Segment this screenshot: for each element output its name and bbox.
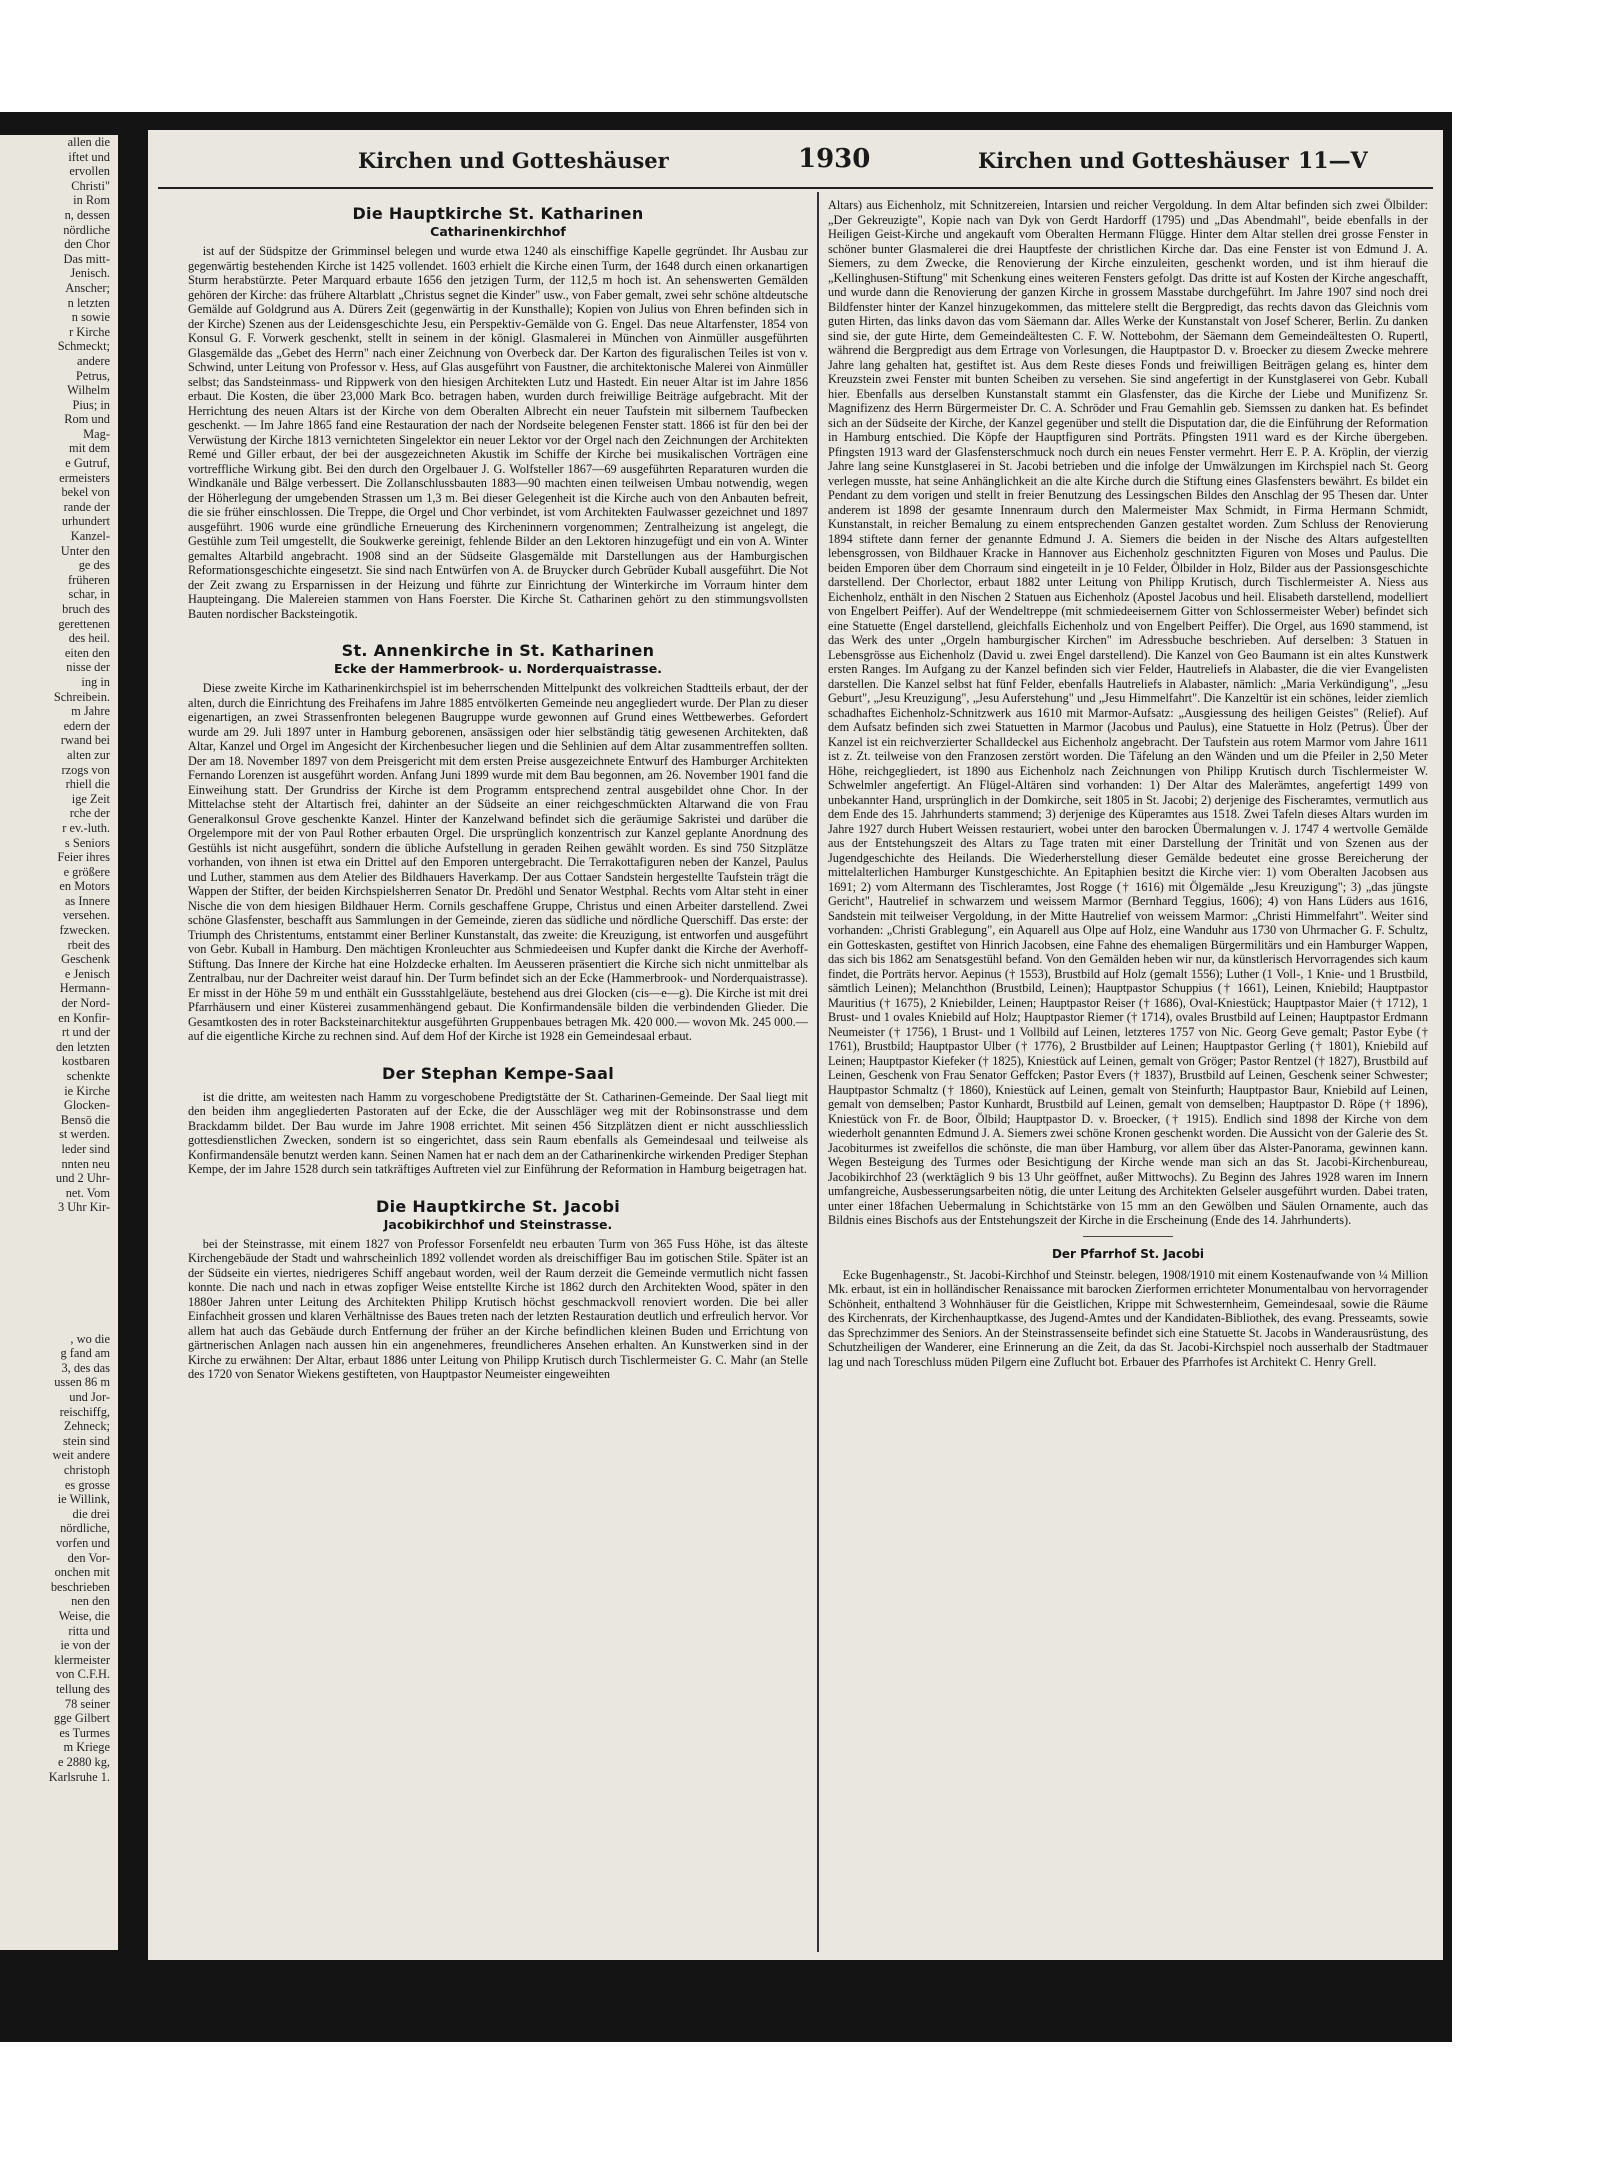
fragment-line: Zehneck; [63, 1419, 110, 1434]
fragment-line: gerettenen [58, 616, 110, 631]
fragment-line: edern der [63, 718, 110, 733]
fragment-line: den Vor- [67, 1550, 110, 1565]
fragment-line: Bensō die [60, 1112, 110, 1127]
fragment-line: den Chor [64, 237, 110, 252]
fragment-line [0, 1215, 118, 1230]
running-head [148, 144, 1443, 182]
fragment-line: m Kriege [63, 1740, 110, 1755]
fragment-line: Pius; in [72, 397, 110, 412]
fragment-line: Mag- [83, 426, 110, 441]
fragment-line: rwand bei [60, 733, 110, 748]
fragment-line: e größere [63, 864, 110, 879]
section-paragraph: ist auf der Südspitze der Grimminsel belegen und wurde etwa 1240 als einschiffige Kapelle gegründet. Ihr Ausbau zur gegenwärtig bestehenden Kirche ist 1425 vollendet. 1603 erhielt die Kirche einen Turm, der 1648 durch einen orkanartigen Sturm herabstürzte. Peter Marquard erbaute 1656 den jetzigen Turm, der 112,5 m hoch ist. An sehenswerten Gemälden gehören der Kirche: das frühere Altarblatt „Christus segnet die Kinder" usw., von Faber gemalt, zwei sehr schöne altdeutsche Gemälde auf Goldgrund aus A. Dürers Zeit (gegenwärtig in der Kunsthalle); Kopien von Julius von Ehren befinden sich in der Kirche) Szenen aus der Leidensgeschichte Jesu, ein Perspektiv-Gemälde von G. Engel. Das neue Altarfenster, 1854 von Konsul G. F. Vorwerk geschenkt, stellt in seinem in der königl. Glasmalerei in München von Ainmüller ausgeführten Glasgemälde das „Gebet des Herrn" nach einer Zeichnung von Overbeck dar. Der Karton des figuralischen Teiles ist von v. Schwind, unter Leitung von Professor v. Hess, auf Glas ausgeführt von Faustner, die architektonische Malerei von Ainmüller selbst; das Sandsteinmass- und Rippwerk von den hiesigen Architekten Lutz und Hastedt. Ein neuer Altar ist im Jahre 1856 erbaut. Die Kosten, die über 23,000 Mark Bco. betragen haben, wurden durch freiwillige Beiträge aufgebracht. Mit der Herrichtung des neuen Altars ist der Kirche von dem Oberalten Albrecht ein neuer Taufstein mit silbernem Taufbecken geschenkt. — Im Jahre 1865 fand eine Restauration der nach der Nordseite belegenen Fenster statt. 1866 ist für den bei der Verwüstung der Kirche 1813 vernichteten Singelektor ein neuer Lektor vor der Orgel nach den Zeichnungen der Architekten Remé und Giller erbaut, der bei der ausgezeichneten Akustik im Schiffe der Kirche bei musikalischen Vorträgen eine vortreffliche Wirkung gibt. Bei den durch den Orgelbauer J. G. Wolfsteller 1867—69 ausgeführten Reparaturen wurden die Windkanäle und Bälge verbessert. Die Zollanschlussbauten 1883—90 machten einen teilweisen Umbau notwendig, wegen der Höherlegung der umgebenden Strassen um 1,3 m. Bei dieser Gelegenheit ist die Kirche auch von den Anbauten befreit, die sie früher einschlossen. Die Treppe, die Orgel und Chor verbindet, ist vom Architekten Faulwasser gezeichnet und 1897 ausgeführt. 1906 wurde eine gründliche Erneuerung des Kircheninnern vorgenommen; Zentralheizung ist angelegt, die Gestühle zum Teil umgestellt, die Soukwerke gereinigt, fehlende Bilder an den Lektoren hinzugefügt und ein von A. Winter gemaltes Altarbild angebracht. 1908 sind an der Südseite Glasgemälde mit Darstellungen aus der Hamburgischen Reformationsgeschichte eingesetzt. Sie sind nach Entwürfen von A. de Bruycker durch Gebrüder Kuball ausgeführt. Die Not der Zeit zwang zu Ersparnissen in der Heizung und führte zur Einrichtung der Winterkirche im Vorraum hinter dem Haupteingang. Die Malereien stammen von Hans Foerster. Die Kirche St. Catharinen gehört zu den stimmungsvollsten Bauten nordischer Backsteingotik. [188, 244, 808, 621]
page-margin-bottom [0, 2042, 1600, 2177]
fragment-line: schar, in [68, 587, 110, 602]
fragment-line: ige Zeit [71, 791, 110, 806]
fragment-line: m Jahre [71, 704, 110, 719]
fragment-line: und 2 Uhr- [55, 1171, 110, 1186]
fragment-line: mit dem [69, 441, 110, 456]
fragment-line: Jenisch. [70, 266, 110, 281]
fragment-line: eiten den [64, 645, 110, 660]
fragment-line: ge des [78, 558, 110, 573]
fragment-line [0, 1317, 118, 1332]
fragment-line [0, 1230, 118, 1245]
fragment-line: Hermann- [59, 981, 110, 996]
fragment-line: nisse der [66, 660, 110, 675]
fragment-line: n, dessen [64, 207, 110, 222]
fragment-line: Schmeckt; [57, 339, 110, 354]
section-subtitle: Ecke der Hammerbrook- u. Norderquaistrasse. [334, 661, 662, 676]
fragment-line: gge Gilbert [53, 1711, 110, 1726]
fragment-line: rzogs von [61, 762, 110, 777]
header-left-title: Kirchen und Gotteshäuser [358, 148, 669, 173]
fragment-line: Unter den [60, 543, 110, 558]
fragment-line: Rom und [64, 412, 110, 427]
adjacent-page-fragment [0, 135, 118, 1950]
section-st-jacobi [188, 1197, 808, 1382]
left-column [188, 198, 808, 1954]
section-st-katharinen [188, 204, 808, 621]
fragment-line: ie von der [60, 1638, 110, 1653]
fragment-line: as Innere [64, 893, 110, 908]
fragment-line: versehen. [62, 908, 110, 923]
fragment-line: stein sind [62, 1433, 110, 1448]
fragment-line: Glocken- [63, 1098, 110, 1113]
fragment-line: leder sind [61, 1141, 110, 1156]
fragment-line: n sowie [71, 310, 110, 325]
fragment-line: s Seniors [64, 835, 110, 850]
fragment-line: rande der [63, 499, 110, 514]
fragment-line: en Motors [59, 879, 110, 894]
fragment-line: fzwecken. [59, 923, 110, 938]
fragment-line: Wilhelm [67, 383, 110, 398]
fragment-line: urhundert [61, 514, 110, 529]
fragment-line: bekel von [61, 485, 110, 500]
section-subtitle: Catharinenkirchhof [430, 224, 566, 239]
fragment-line: reischiffg, [59, 1404, 110, 1419]
fragment-line: rt und der [61, 1025, 110, 1040]
section-subtitle: Jacobikirchhof und Steinstrasse. [383, 1216, 613, 1232]
fragment-line: früheren [68, 572, 110, 587]
fragment-line: e Gutruf, [65, 456, 110, 471]
fragment-line: bruch des [62, 602, 110, 616]
section-paragraph: bei der Steinstrasse, mit einem 1827 von Professor Forsenfeldt neu erbauten Turm von 365 Fuss Höhe, ist das älteste Kirchengebäude der Stadt und wahrscheinlich 1892 vollendet worden als dreischiffiger Bau im gotischen Stile. Später ist an der Südseite ein viertes, niedrigeres Schiff angebaut worden, weil der Raum derzeit die Gemeinde vermutlich nicht fassen konnte. Die nach und nach in etwas zopfiger Weise entstellte Kirche ist 1862 durch den Architekten Wood, später in den 1880er Jahren unter Leitung des Architekten Philipp Krutisch höchst geschmackvoll renoviert worden. Die bei aller Einfachheit grossen und klaren Verhältnisse des Baues treten nach der letzten Restauration deutlich und erfreulich hervor. Vor allem hat auch das Gebäude durch Entfernung der früher an der Kirche befindlichen kleinen Buden und Errichtung von gärtnerischen Anlagen nach aussen hin ein angenehmeres, freundlicheres Ansehen erhalten. An Kunstwerken sind in der Kirche zu erwähnen: Der Altar, erbaut 1886 unter Leitung von Philipp Krutisch durch Tischlermeister G. C. Mahr (an Stelle des 1720 von Senator Wiekens gestifteten, von Hauptpastor Neumeister eingeweihten [188, 1236, 808, 1381]
fragment-line: der Nord- [61, 996, 110, 1011]
fragment-line: christoph [63, 1463, 110, 1478]
section-title: Die Hauptkirche St. Jacobi [376, 1196, 620, 1216]
right-column [828, 198, 1428, 1954]
section-paragraph: Altars) aus Eichenholz, mit Schnitzereien, Intarsien und reicher Vergoldung. In dem Altar befinden sich zwei Ölbilder: „Der Gekreuzigte", Kopie nach van Dyk von Gerdt Hardorff (1795) und „Das Abendmahl", beide ebenfalls in der Heiligen Geist-Kirche und angekauft vom Oberalten Hermann Flügge. Hinter dem Altar stellen drei grosse Fenster in schöner bunter Glasmalerei die drei Hauptfeste der christlichen Kirche dar. Das eine Fenster ist von Edmund J. A. Siemers, zu dem Zwecke, die Renovierung der Kirche einzuleiten, geschenkt worden, und ist ihm hierauf die „Kellinghusen-Stiftung" mit Schenkung eines weiteren Fensters gefolgt. Das dritte ist auf Kosten der Kirche angeschafft, und wurde dann die Renovierung der ganzen Kirche in grossem Masstabe durchgeführt. Im Jahre 1907 sind noch drei Bildfenster hinter der Kanzel hinzugekommen, das mittelere stellt die Bergpredigt, das rechts davon das Gleichnis vom guten Hirten, das links davon das vom Säemann dar. Alles Werke der Kunstanstalt von Josef Scherer, Berlin. Zu danken sind sie, der gute Hirte, dem Gemeindeältesten C. F. W. Nottebohm, der Säemann dem Gemeindeältesten O. Rupertl, während die Bergpredigt aus dem Ertrage von Vorlesungen, die Hauptpastor D. v. Broecker zu diesem Zwecke mehrere Jahre lang gehalten hat, gestiftet ist. Aus dem Reste dieses Fonds und freiwilligen Beiträgen gelang es, hinter dem Kreuzstein zwei Fenster mit bunten Scheiben zu versehen. Sie sind angefertigt in der Kunstglaserei von Gebr. Kuball hier. Ebenfalls aus derselben Kunstanstalt stammt ein Glasfenster, das die Kirche der Liebe und Munifizenz Sr. Magnifizenz des Herrn Bürgermeister Dr. C. A. Schröder und Frau Gemahlin geb. Siemssen zu danken hat. Es befindet sich an der Südseite der Kirche, der Kanzel gegenüber und stellt die Disputation dar, die die Einführung der Reformation in Hamburg entschied. Die Köpfe der Hauptfiguren sind Porträts. Pfingsten 1911 ward es der Kirche übergeben. Pfingsten 1913 ward der Glasfensterschmuck noch durch ein neues Fenster vermehrt. Herr E. P. A. Kröplin, der vierzig Jahre lang seine Kunstglaserei in St. Jacobi betrieben und die infolge der Umwälzungen im Kirchspiel nach St. Georg verlegen musste, hat seine Anhänglichkeit an die alte Kirche durch die Stiftung eines Glasfensters bewährt. Es bildet ein Pendant zu dem vorigen und stellt in freier Benutzung des Lessingschen Bildes den Anschlag der 95 Thesen dar. Unter anderem ist 1898 der gesamte Innenraum durch den Malermeister Max Schmidt, in Firma Hermann Schmidt, Kunstanstalt, in reicher Bemalung zu einem entsprechenden Ganzen gestaltet worden. Zum Schluss der Renovierung 1894 stiftete dann ferner der genannte Edmund J. A. Siemers die beiden in der Nische des Altars aufgestellten lebensgrossen, von Bildhauer Kracke in Hannover aus Eichenholz geschnitzten Figuren von Moses und Paulus. Die beiden Emporen über dem Chorraum sind eingeteilt in je 10 Felder, Ölbilder in Holz, Bilder aus der Passionsgeschichte darstellend. Der Chorlector, erbaut 1882 unter Leitung von Philipp Krutisch, durch Tischlermeister A. Niess aus Eichenholz, enthält in den Nischen 2 Statuen aus Eichenholz (Apostel Jacobus und heil. Elisabeth darstellend, modelliert von Engelbert Peiffer). Auf der Wendeltreppe (mit schmiedeeisernem Gitter von Schlossermeister Weber) befindet sich eine Statuette (Engel darstellend, gleichfalls Eichenholz und von Engelbert Peiffer). Die Orgel, aus 1690 stammend, ist das Werk des unter „Orgeln hamburgischer Kirchen" im Adressbuche beschrieben. Auf derselben: 3 Statuen in Lebensgrösse aus Eichenholz (David u. zwei Engel darstellend). Die Kanzel von Geo Baumann ist ein altes Kunstwerk ersten Ranges. Im Aufgang zu der Kanzel befinden sich vier Felder, Hautreliefs in Alabaster, die die vier Evangelisten darstellen. Die Kanzel selbst hat fünf Felder, ebenfalls Hautreliefs in Alabaster, nämlich: „Maria Verkündigung", „Jesu Geburt", „Jesu Kreuzigung", „Jesu Auferstehung" und „Jesu Himmelfahrt". Die Kanzeltür ist ein schönes, leider ziemlich schadhaftes Eichenholz-Schnitzwerk aus 1610 mit Marmor-Aufsatz: „Ausgiessung des heiligen Geistes" (Relief). Auf dem Aufsatz befinden sich zwei Statuetten in Marmor (Jacobus und Paulus), eine Statuette in Holz (Petrus). Über der Kanzel ist ein reichverzierter Schalldeckel aus Eichenholz angebracht. Der Taufstein aus rotem Marmor vom Jahre 1611 ist z. Zt. teilweise von den Franzosen zerstört worden. Die Täfelung an den Wänden und um die Pfeiler in 2,50 Meter Höhe, reichgegliedert, ist 1890 aus Eichenholz nach Zeichnungen von Philipp Krutisch durch Tischlermeister W. Schwelmler angefertigt. An Flügel-Altären sind vorhanden: 1) Der Altar des Malerämtes, angefertigt 1499 von unbekannter Hand, ursprünglich in der Domkirche, seit 1805 in St. Jacobi; 2) derjenige des Fischeramtes, vermutlich aus dem Ende des 15. Jahrhunderts stammend; 3) derjenige des Küperamtes aus 1518. Zwei Tafeln dieses Altars wurden im Jahre 1927 durch Hubert Weissen restauriert, wobei unter den barocken Übermalungen v. J. 1747 4 wertvolle Gemälde aus der Entstehungszeit des Altars zu Tage traten mit einer Darstellung der Trinität und von Szenen aus der Jugendgeschichte des Heilands. Die Wiederherstellung dieser Gemälde bedeutet eine grosse Bereicherung der mittelalterlichen Hamburger Kunstgeschichte. An Epitaphien besitzt die Kirche vier: 1) vom Oberalten Jacobsen aus 1691; 2) vom Altermann des Tischleramtes, Jost Rogge († 1616) mit Ölgemälde „Jesu Kreuzigung"; 3) „das jüngste Gericht", Hautrelief in schwarzem und weissem Marmor (Bernhard Teggius, 1606); 4) von Hans Lüders aus 1616, Sandstein mit teilweiser Vergoldung, in der Mitte Hautrelief von weissem Marmor: „Christi Himmelfahrt". Weiter sind vorhanden: „Christi Grablegung", ein Aquarell aus Olpe auf Holz, eine Wanduhr aus 1730 von Uhrmacher G. F. Schultz, ein Gotteskasten, gestiftet von Hinrich Jacobsen, eine Fahne des ehemaligen Bürgermilitärs und ein Hamburger Wappen, das sich bis 1862 am Senatsgestühl befand. Von den Gemälden heben wir nur, da künstlerisch Hervorragendes sich kaum findet, die Porträts hervor. Aepinus († 1553), Brustbild auf Holz (gemalt 1556); Luther (1 Voll-, 1 Knie- und 1 Brustbild, sämtlich Leinen); Melanchthon (Brustbild, Leinen); Hauptpastor Schuppius († 1661), Leinen, Kniebild; Hauptpastor Mauritius († 1675), 2 Kniebilder, Leinen; Hauptpastor Reiser († 1686), Oval-Kniestück; Hauptpastor Maier († 1712), 1 Brust- und 1 ovales Kniebild auf Holz; Hauptpastor Riemer († 1714), ovales Brustbild auf Leinen; Hauptpastor Erdmann Neumeister († 1756), 1 Brust- und 1 Vollbild auf Leinen, letzteres 1757 von Nic. Georg Geve gemalt; Pastor Eybe († 1761), Brustbild; Hauptpastor Ulber († 1776), 2 Brustbilder auf Leinen; Hauptpastor Gerling († 1801), Kniebild auf Leinen; Hauptpastor Kiefeker († 1825), Kniestück auf Leinen, gemalt von Gröger; Pastor Rentzel († 1827), Brustbild auf Leinen, Geschenk von Frau Senator Geffcken; Pastor Evers († 1837), Brustbild auf Leinen, Geschenk seiner Schwester; Hauptpastor Schmaltz († 1860), Kniestück auf Leinen, gemalt von Steinfurth; Hauptpastor Baur, Kniebild auf Leinen, gemalt von demselben; Pastor Kunhardt, Brustbild auf Leinen, gemalt von demselben; Hauptpastor D. Röpe († 1896), Kniestück von Fr. de Boor, Ölbild; Hauptpastor D. v. Broecker, († 1915). Endlich sind 1898 der Kirche von dem wiederholt genannten Edmund J. A. Siemers zwei schöne Kronen geschenkt worden. Die Aussicht von der Galerie des St. Jacobiturmes ist zweifellos die schönste, die man über Hamburg, vor allem über das Alster-Panorama, gewinnen kann. Wegen Besteigung des Turmes oder Besichtigung der Kirche wende man sich an das St. Jacobi-Kirchenbureau, Jacobikirchhof 23 (werktäglich 9 bis 13 Uhr geöffnet, außer Mittwochs). Zu Beginn des Jahres 1928 waren im Innern umfangreiche, Ausbesserungsarbeiten nötig, die unter Leitung des Architekten Gelseler ausgeführt wurden. Dabei traten, unter einer 18fachen Uebermalung in Schichtstärke von 15 mm an den Gewölben und Säulen Ornamente, auch das Bildnis eines Bischofs aus der Entstehungszeit der Kirche in die Erscheinung (Ende des 14. Jahrhunderts). [828, 198, 1428, 1227]
section-paragraph: Diese zweite Kirche im Katharinenkirchspiel ist im beherrschenden Mittelpunkt des volkreichen Stadtteils erbaut, der der alten, durch die Einrichtung des Freihafens im Jahre 1885 entvölkerten Gemeinde neu angegliedert wurde. Der Plan zu dieser eigenartigen, an zwei Strassenfronten belegenen Baugruppe wurde gewonnen auf Grund eines Wettbewerbes. Gefordert wurde am 29. Juli 1897 unter in Hamburg geborenen, ansässigen oder hier selbständig tätig gewesenen Architekten, daß Altar, Kanzel und Orgel im Angesicht der Kirchenbesucher liegen und die Sehlinien auf dem Altar zusammentreffen sollten. Der am 18. November 1897 von dem Preisgericht mit dem ersten Preise ausgezeichnete Entwurf des Hamburger Architekten Fernando Lorenzen ist ausgeführt worden. Anfang Juni 1899 wurde mit dem Bau begonnen, am 26. November 1901 fand die Einweihung statt. Der Grundriss der Kirche ist dem Programm entsprechend zentral ausgebildet ohne Chor. In der Mittelachse steht der Altartisch frei, dahinter an der Südseite an einer reichgeschmückten Altarwand die von Frau Generalkonsul Grove geschenkte Kanzel. Hinter der Kanzelwand befindet sich die geräumige Sakristei und darüber die Orgelempore mit der von Paul Rother erbauten Orgel. Die ursprünglich konzentrisch zur Kanzel geplante Anordnung des Gestühls ist nicht ausgeführt, sondern die übliche Aufstellung in geraden Reihen gewählt worden. Es sind 750 Sitzplätze vorhanden, von ihnen ist etwa ein Drittel auf den Emporen untergebracht. Die Terrakottafiguren neben der Kanzel, Paulus und Luther, stammen aus dem Atelier des Bildhauers Haverkamp. Der aus Cottaer Sandstein hergestellte Taufstein trägt die Wappen der Stifter, der beiden Kirchspielsherren Senator Dr. Predöhl und Senator Westphal. Rechts vom Altar steht in einer Nische die von dem hiesigen Bildhauer Herm. Cornils geschaffene Gruppe, Christus und einen Arbeiter darstellend. Zwei schöne Glasfenster, beschafft aus Sammlungen in der Gemeinde, zieren das südliche und nördliche Querschiff. Das erste: der Triumph des Christentums, entstammt einer Berliner Kunstanstalt, das zweite: die Kreuzigung, ist entworfen und ausgeführt von Gebr. Kuball in Hamburg. Den mächtigen Kronleuchter aus Schmiedeeisen und Kupfer dankt die Kirche der Averhoff-Stiftung. Das Innere der Kirche hat eine Holzdecke erhalten. Im Aeusseren präsentiert die Kirche sich nicht unmittelbar als Zentralbau, nur der Dachreiter weist darauf hin. Der Turm befindet sich an der Ecke (Hammerbrook- und Norderquaistrasse). Er misst in der Höhe 59 m und enthält ein Gussstahlgeläute, bestehend aus drei Glocken (cis—e—g). Die Kirche ist mit drei Pfarrhäusern und einer Küsterei zusammenhängend gebaut. Die Konfirmandensäle bilden die verbindenden Glieder. Die Gesamtkosten des in roter Backsteinarchitektur ausgeführten Gruppenbaues betragen Mk. 420 000.— wovon Mk. 245 000.— auf die eigentliche Kirche zu rechnen sind. Auf dem Hof der Kirche ist 1928 ein Gemeindesaal erbaut. [188, 681, 808, 1043]
fragment-line [0, 1288, 118, 1303]
fragment-line: g fand am [60, 1346, 110, 1361]
fragment-line [0, 1259, 118, 1274]
fragment-line: 3 Uhr Kir- [57, 1200, 110, 1215]
fragment-line: , wo die [70, 1331, 110, 1346]
fragment-line: die drei [72, 1506, 110, 1521]
fragment-line: vorfen und [55, 1536, 110, 1550]
fragment-line: allen die [67, 135, 110, 149]
fragment-line: ritta und [68, 1623, 110, 1638]
fragment-line: es grosse [64, 1477, 110, 1492]
fragment-line: weit andere [52, 1448, 110, 1463]
fragment-line: Weise, die [58, 1608, 110, 1623]
fragment-line: ervollen [69, 164, 110, 179]
fragment-line: en Konfir- [58, 1010, 110, 1025]
fragment-line: andere [76, 353, 110, 368]
fragment-line: kostbaren [61, 1054, 110, 1069]
fragment-line: des heil. [68, 631, 110, 646]
fragment-line: ie Kirche [64, 1083, 110, 1098]
column-divider [817, 192, 819, 1952]
header-rule [158, 187, 1433, 189]
fragment-line: n letzten [67, 295, 110, 310]
fragment-line: in Rom [73, 193, 110, 208]
fragment-line: Petrus, [75, 368, 110, 383]
fragment-line: Geschenk [61, 952, 110, 967]
fragment-line: onchen mit [54, 1565, 110, 1580]
fragment-line: e Jenisch [64, 966, 110, 981]
fragment-line: ussen 86 m [54, 1375, 110, 1390]
section-divider [1083, 1236, 1173, 1237]
fragment-line: r Kirche [69, 324, 110, 339]
fragment-line: von C.F.H. [55, 1667, 110, 1682]
fragment-line: Schreibein. [53, 689, 110, 704]
fragment-line: st werden. [59, 1127, 110, 1142]
fragment-line: iftet und [68, 149, 110, 164]
fragment-line: Karlsruhe 1. [48, 1769, 110, 1784]
fragment-line: rhiell die [65, 777, 110, 792]
section-paragraph: ist die dritte, am weitesten nach Hamm zu vorgeschobene Predigtstätte der St. Catharinen-Gemeinde. Der Saal liegt mit den beiden ihm angegliederten Pastoraten auf der Ecke, die der Ausschläger weg mit der Robinsonstrasse und dem Brackdamm bildet. Der Bau wurde im Jahre 1908 errichtet. Mit seinen 456 Sitzplätzen dient er nicht ausschliesslich gottesdienstlichen Zwecken, sondern ist so eingerichtet, dass sein Raum ebenfalls als Gemeindesaal und teilweise als Konfirmandensäle benutzt werden kann. Seinen Namen hat er nach dem an der Catharinenkirche wirkenden Prediger Stephan Kempe, der im Jahre 1528 durch sein tatkräftiges Auftreten viel zur Einführung der Reformation in Hamburg beigetragen hat. [188, 1089, 808, 1176]
section-pfarrhof-st-jacobi [828, 1247, 1428, 1370]
fragment-line: 78 seiner [64, 1696, 110, 1711]
fragment-line: beschrieben [50, 1579, 110, 1594]
fragment-line: ing in [81, 674, 110, 689]
section-title: Die Hauptkirche St. Katharinen [352, 204, 644, 223]
fragment-line: ermeisters [59, 470, 110, 485]
fragment-line: rche der [69, 806, 110, 821]
fragment-line: rbeit des [67, 937, 110, 952]
fragment-line: 3, des das [61, 1360, 110, 1375]
fragment-line: nördliche [63, 222, 110, 237]
fragment-line: tellung des [55, 1681, 110, 1696]
fragment-line: nen den [71, 1594, 110, 1609]
fragment-line: klermeister [54, 1652, 110, 1667]
section-title: Der Pfarrhof St. Jacobi [1051, 1246, 1205, 1261]
fragment-line: und Jor- [69, 1390, 110, 1405]
fragment-line: Feier ihres [57, 850, 110, 865]
page-number: 11—V [1298, 148, 1368, 174]
fragment-line: r ev.-luth. [62, 820, 110, 835]
fragment-line: schenkte [66, 1069, 110, 1083]
fragment-line: es Turmes [59, 1725, 110, 1740]
fragment-line: nnten neu [61, 1156, 110, 1171]
section-title: Der Stephan Kempe-Saal [381, 1063, 614, 1083]
fragment-line: net. Vom [65, 1185, 110, 1200]
section-st-annenkirche [188, 641, 808, 1044]
header-right-title: Kirchen und Gotteshäuser [978, 148, 1289, 173]
fragment-line: Kanzel- [70, 529, 110, 544]
fragment-line: Das mitt- [63, 251, 110, 266]
fragment-line: den letzten [55, 1039, 110, 1054]
section-title: St. Annenkirche in St. Katharinen [341, 641, 655, 660]
header-year: 1930 [798, 144, 871, 174]
fragment-line [0, 1303, 118, 1318]
fragment-line: Christi" [71, 178, 110, 193]
fragment-line: alten zur [67, 747, 110, 762]
fragment-line: ie Willink, [57, 1492, 110, 1507]
fragment-line: e 2880 kg, [58, 1754, 110, 1769]
document-page [148, 130, 1443, 1960]
fragment-line: Anscher; [65, 280, 110, 295]
fragment-line: nördliche, [60, 1521, 110, 1536]
fragment-line [0, 1244, 118, 1259]
section-stephan-kempe-saal [188, 1064, 808, 1177]
fragment-line [0, 1273, 118, 1288]
section-paragraph: Ecke Bugenhagenstr., St. Jacobi-Kirchhof und Steinstr. belegen, 1908/1910 mit einem Kostenaufwande von ¼ Million Mk. erbaut, ist ein in holländischer Renaissance mit barocken Zierformen errichteter Monumentalbau von hervorragender Schönheit, enthaltend 3 Wohnhäuser für die Geistlichen, Krippe mit Schwesternheim, Gemeindesaal, sowie die Räume des Kirchenrats, der Kirchenhauptkasse, des Jugend-Amtes und der Kandidaten-Bibliothek, des evang. Presseamts, sowie das Sprechzimmer des Seniors. An der Steinstrassenseite befindet sich eine Statuette St. Jacobs in Wanderausrüstung, des Schutzheiligen der Wanderer, eine Erinnerung an die Zeit, da das St. Jacobi-Kirchspiel noch ausserhalb der Stadtmauer lag und nach Toreschluss müden Pilgern eine Zuflucht bot. Erbauer des Pfarrhofes ist Architekt C. Henry Grell. [828, 1267, 1428, 1369]
